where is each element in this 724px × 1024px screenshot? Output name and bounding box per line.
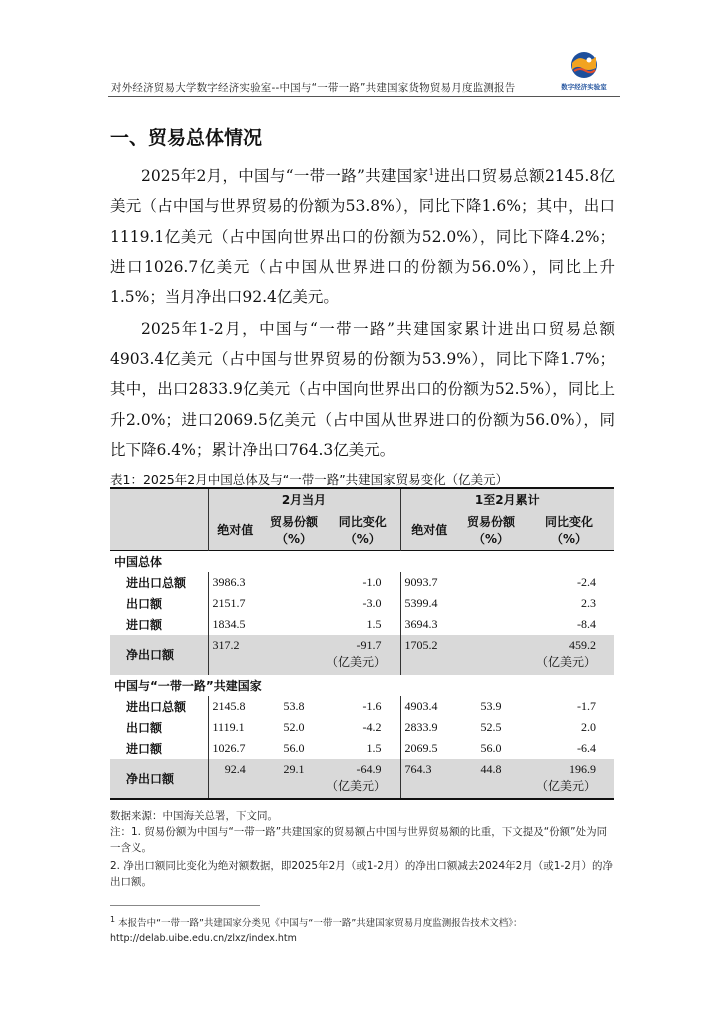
cell-month-abs: 1119.1	[208, 717, 262, 738]
cell-cum-share	[458, 614, 524, 635]
header-divider	[108, 96, 620, 97]
cell-cum-abs: 4903.4	[400, 696, 458, 717]
cell-cum-share	[458, 593, 524, 614]
cell-cum-abs: 5399.4	[400, 593, 458, 614]
cell-month-share: 29.1	[283, 761, 305, 776]
table-column-header-row	[110, 510, 614, 550]
cell-cum-yoy: -6.4	[577, 740, 596, 755]
cell-cum-abs: 764.3	[400, 759, 458, 799]
cell-cum-abs: 1705.2	[400, 635, 458, 675]
cell-month-yoy: -4.2	[362, 719, 382, 734]
group-title-china: 中国总体	[114, 554, 163, 569]
cell-cum-share: 53.9	[480, 698, 502, 713]
row-label: 净出口额	[126, 771, 175, 786]
table-row-net	[110, 759, 614, 799]
row-label: 出口额	[126, 720, 163, 735]
table-row-net	[110, 635, 614, 675]
cell-cum-abs: 3694.3	[400, 614, 458, 635]
group-title-row	[110, 675, 614, 696]
cell-month-abs: 92.4	[208, 759, 262, 799]
cell-cum-yoy: -8.4	[577, 616, 596, 631]
cell-month-share: 52.0	[283, 719, 305, 734]
cell-month-yoy: 1.5	[366, 740, 382, 755]
col-header-share: 贸易份额 （%）	[466, 514, 515, 546]
cell-cum-share: 52.5	[480, 719, 502, 734]
globe-logo-icon	[558, 50, 610, 84]
cell-cum-yoy: 2.0	[581, 719, 596, 734]
cell-month-yoy: -1.0	[362, 574, 382, 589]
cell-cum-yoy: 196.9 （亿美元）	[535, 761, 596, 793]
cell-cum-share	[458, 635, 524, 675]
table-corner-cell	[110, 510, 208, 550]
table-row	[110, 614, 614, 635]
col-header-yoy: 同比变化 （%）	[338, 514, 387, 546]
cell-month-abs: 2151.7	[208, 593, 262, 614]
row-label: 进口额	[126, 617, 163, 632]
note-1: 注：1. 贸易份额为中国与“一带一路”共建国家的贸易额占中国与世界贸易额的比重，下文提及“份额”处为同一含义。	[110, 826, 608, 854]
cell-month-yoy: -64.9 （亿美元）	[326, 761, 387, 793]
logo-text: 数字经济实验室	[561, 83, 607, 91]
cell-cum-share	[458, 572, 524, 593]
trade-table	[110, 487, 614, 800]
cell-month-abs: 2145.8	[208, 696, 262, 717]
cell-month-yoy: -91.7 （亿美元）	[326, 637, 387, 669]
footnote-mark: 1	[110, 915, 116, 924]
paragraph-monthly-rest: 进出口贸易总额2145.8亿美元（占中国与世界贸易的份额为53.8%），同比下降1.6%；其中，出口1119.1亿美元（占中国向世界出口的份额为52.0%），同比下降4.2%；进口1026.7亿美元（占中国从世界进口的份额为56.0%），同比上升1.5%；当月净出口92.4亿美元。	[110, 167, 615, 306]
paragraph-cumulative: 2025年1-2月，中国与“一带一路”共建国家累计进出口贸易总额4903.4亿美元（占中国与世界贸易的份额为53.9%），同比下降1.7%；其中，出口2833.9亿美元（占中国向世界出口的份额为52.5%），同比上升2.0%；进口2069.5亿美元（占中国从世界进口的份额为56.0%），同比下降6.4%；累计净出口764.3亿美元。	[110, 320, 615, 459]
col-header-abs: 绝对值	[208, 510, 262, 550]
col-header-share: 贸易份额 （%）	[269, 514, 318, 546]
cell-month-share: 56.0	[283, 740, 305, 755]
cell-month-yoy: 1.5	[366, 616, 382, 631]
cell-month-share	[262, 593, 326, 614]
cell-cum-share: 56.0	[480, 740, 502, 755]
note-2: 2. 净出口额同比变化为绝对额数据，即2025年2月（或1-2月）的净出口额减去2024年2月（或1-2月）的净出口额。	[110, 860, 613, 888]
cell-month-share: 53.8	[283, 698, 305, 713]
row-label: 净出口额	[126, 648, 175, 662]
cell-month-share	[262, 572, 326, 593]
group-header-cumulative: 1至2月累计	[400, 488, 614, 510]
cell-cum-yoy: -2.4	[577, 574, 596, 589]
cell-cum-yoy: 459.2 （亿美元）	[535, 637, 596, 669]
row-label: 出口额	[126, 596, 163, 611]
row-label: 进口额	[126, 741, 163, 756]
table-row	[110, 572, 614, 593]
row-label: 进出口总额	[126, 575, 187, 590]
group-title-row	[110, 550, 614, 572]
paragraph-monthly	[110, 158, 615, 312]
row-label: 进出口总额	[126, 699, 187, 714]
group-title-belt-road: 中国与“一带一路”共建国家	[114, 678, 262, 693]
table-row	[110, 717, 614, 738]
cell-month-abs: 1834.5	[208, 614, 262, 635]
section-title: 一、贸易总体情况	[110, 127, 263, 149]
cell-month-yoy: -1.6	[362, 698, 382, 713]
table-row	[110, 738, 614, 759]
cell-month-share	[262, 635, 326, 675]
table-row	[110, 593, 614, 614]
paragraph-monthly-start: 2025年2月，中国与“一带一路”共建国家	[141, 167, 429, 186]
footnote	[110, 912, 615, 946]
cell-month-abs: 3986.3	[208, 572, 262, 593]
table-row	[110, 696, 614, 717]
table-caption: 表1：2025年2月中国总体及与“一带一路”共建国家贸易变化（亿美元）	[110, 472, 509, 487]
footnote-text: 本报告中“一带一路”共建国家分类见《中国与“一带一路”共建国家贸易月度监测报告技术文档》：	[118, 918, 523, 930]
cell-cum-share: 44.8	[480, 761, 502, 776]
table-corner-cell	[110, 488, 208, 510]
footnote-url[interactable]: http://delab.uibe.edu.cn/zlxz/index.htm	[110, 933, 297, 945]
footnote-ref: 1	[428, 168, 435, 178]
col-header-abs: 绝对值	[400, 510, 458, 550]
cell-month-share	[262, 614, 326, 635]
cell-cum-yoy: 2.3	[581, 595, 596, 610]
data-source-note: 数据来源：中国海关总署，下文同。	[110, 810, 278, 822]
cell-cum-abs: 2069.5	[400, 738, 458, 759]
lab-logo	[558, 50, 610, 94]
group-header-month: 2月当月	[208, 488, 400, 510]
cell-cum-yoy: -1.7	[577, 698, 596, 713]
col-header-yoy: 同比变化 （%）	[544, 514, 593, 546]
cell-month-yoy: -3.0	[362, 595, 382, 610]
report-header-title: 对外经济贸易大学数字经济实验室--中国与“一带一路”共建国家货物贸易月度监测报告	[111, 82, 516, 94]
cell-month-abs: 1026.7	[208, 738, 262, 759]
table-group-header-row	[110, 488, 614, 510]
footnote-divider	[110, 905, 260, 906]
cell-cum-abs: 2833.9	[400, 717, 458, 738]
cell-cum-abs: 9093.7	[400, 572, 458, 593]
cell-month-abs: 317.2	[208, 635, 262, 675]
